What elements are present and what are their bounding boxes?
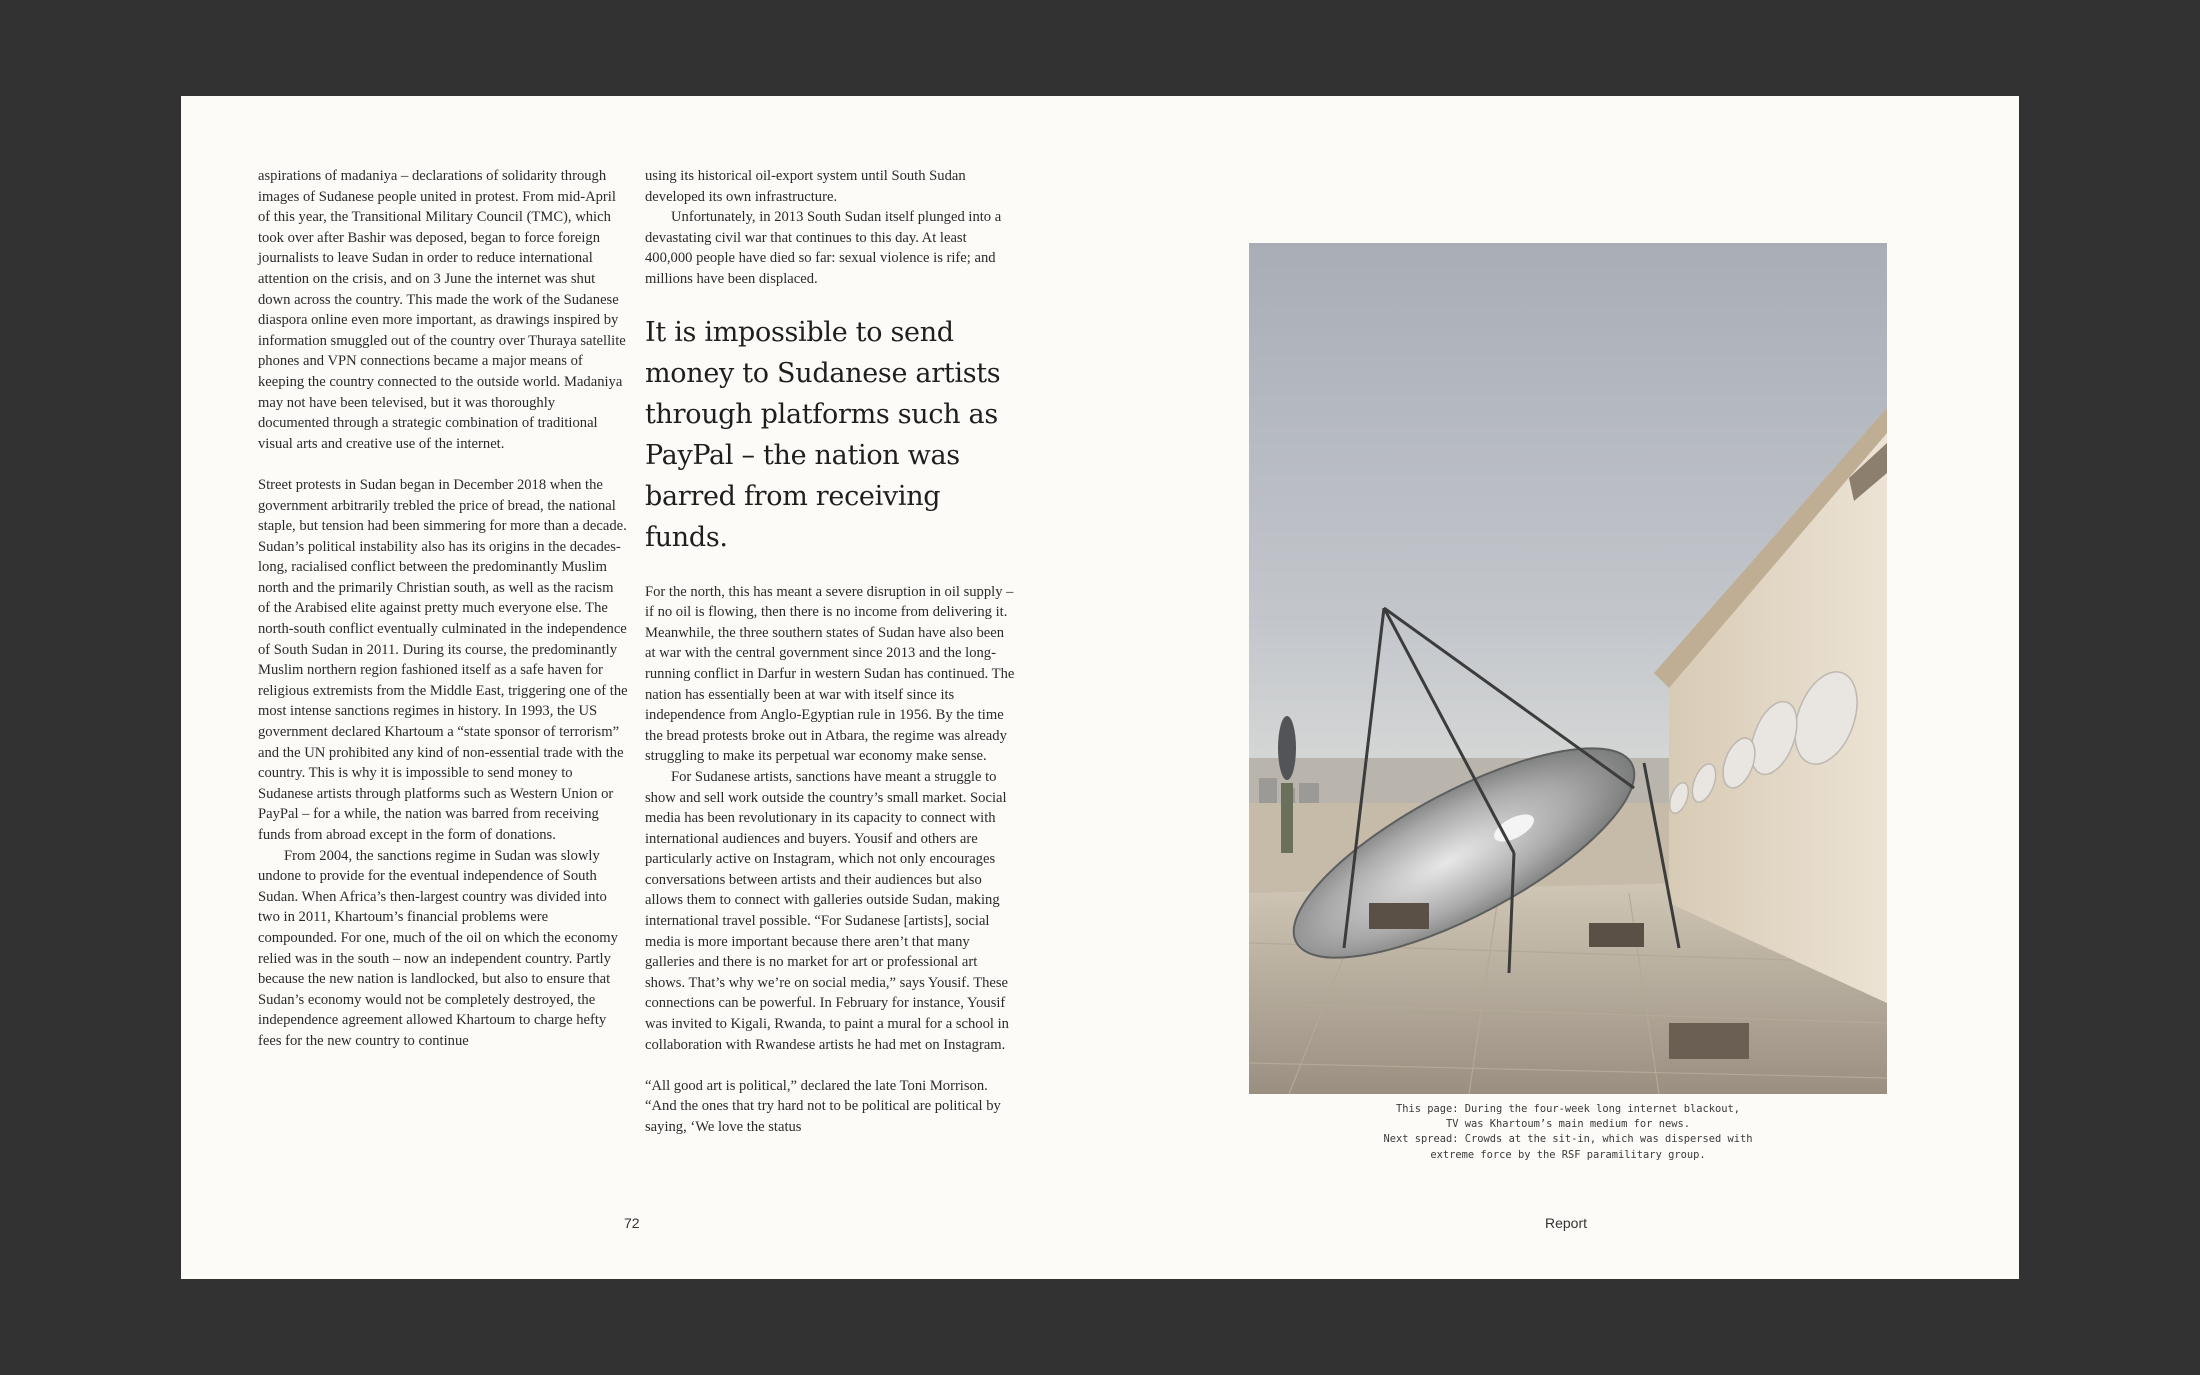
caption-line: TV was Khartoum’s main medium for news. <box>1446 1118 1690 1131</box>
caption-line: extreme force by the RSF paramilitary group. <box>1430 1148 1706 1161</box>
paragraph: For Sudanese artists, sanctions have meant a struggle to show and sell work outside the country’s small market. Social media has been revolutionary in its capacity to connect with international audiences and buyers. Yousif and others are particularly active on Instagram, which not only encourages conversations between artists and their audiences but also allows them to connect with galleries outside Sudan, making international travel possible. “For Sudanese [artists], social media is more important because there aren’t that many galleries and there is no market for art or professional art shows. That’s why we’re on social media,” says Yousif. These connections can be powerful. In February for instance, Yousif was invited to Kigali, Rwanda, to paint a mural for a school in collaboration with Rwandese artists he had met on Instagram. <box>645 768 1009 1053</box>
paragraph: using its historical oil-export system until South Sudan developed its own infrastructure. <box>645 168 966 205</box>
paragraph: From 2004, the sanctions regime in Sudan was slowly undone to provide for the eventual independence of South Sudan. When Africa’s then-largest country was divided into two in 2011, Khartoum’s financial problems were compounded. For one, much of the oil on which the economy relied was in the south – now an independent country. Partly because the new nation is landlocked, but also to ensure that Sudan’s economy would not be completely destroyed, the independence agreement allowed Khartoum to charge hefty fees for the new country to continue <box>258 847 618 1049</box>
section-label: Report <box>1545 1215 1588 1231</box>
text-column-1 <box>258 166 628 1052</box>
magazine-spread <box>181 96 2019 1279</box>
paragraph: Unfortunately, in 2013 South Sudan itself plunged into a devastating civil war that continues to this day. At least 400,000 people have died so far: sexual violence is rife; and millions have been displaced. <box>645 209 1002 287</box>
caption-line: Next spread: Crowds at the sit-in, which was dispersed with <box>1383 1133 1753 1146</box>
text-column-2 <box>645 166 1015 1138</box>
photo-caption <box>1205 1102 1931 1163</box>
pull-quote: It is impossible to send money to Sudanese artists through platforms such as PayPal – the nation was barred from receiving funds. <box>645 316 1001 553</box>
paragraph: For the north, this has meant a severe disruption in oil supply – if no oil is flowing, then there is no income from delivering it. Meanwhile, the three southern states of Sudan have also been at war with the central government since 2013 and the long-running conflict in Darfur in western Sudan has continued. The nation has essentially been at war with itself since its independence from Anglo-Egyptian rule in 1956. By the time the bread protests broke out in Atbara, the regime was already struggling to make its perpetual war economy make sense. <box>645 583 1015 765</box>
paragraph: aspirations of madaniya – declarations of solidarity through images of Sudanese people united in protest. From mid-April of this year, the Transitional Military Council (TMC), which took over after Bashir was deposed, began to force foreign journalists to leave Sudan in order to reduce international attention on the crisis, and on 3 June the internet was shut down across the country. This made the work of the Sudanese diaspora online even more important, as drawings inspired by information smuggled out of the country over Thuraya satellite phones and VPN connections became a major means of keeping the country connected to the outside world. Madaniya may not have been televised, but it was thoroughly documented through a strategic combination of traditional visual arts and creative use of the internet. <box>258 168 626 452</box>
satellite-dish-photo <box>1249 243 1887 1094</box>
caption-line: This page: During the four-week long internet blackout, <box>1395 1103 1741 1115</box>
paragraph: “All good art is political,” declared the late Toni Morrison. “And the ones that try hard not to be political are political by saying, ‘We love the status <box>645 1077 1001 1135</box>
page-number: 72 <box>624 1215 640 1231</box>
paragraph: Street protests in Sudan began in December 2018 when the government arbitrarily trebled the price of bread, the national staple, but tension had been simmering for more than a decade. Sudan’s political instability also has its origins in the decades-long, racialised conflict between the predominantly Muslim north and the primarily Christian south, as well as the racism of the Arabised elite against pretty much everyone else. The north-south conflict eventually culminated in the independence of South Sudan in 2011. During its course, the predominantly Muslim northern region fashioned itself as a safe haven for religious extremists from the Middle East, triggering one of the most intense sanctions regimes in history. In 1993, the US government declared Khartoum a “state sponsor of terrorism” and the UN prohibited any kind of non-essential trade with the country. This is why it is impossible to send money to Sudanese artists through platforms such as Western Union or PayPal – for a while, the nation was barred from receiving funds from abroad except in the form of donations. <box>258 476 628 843</box>
